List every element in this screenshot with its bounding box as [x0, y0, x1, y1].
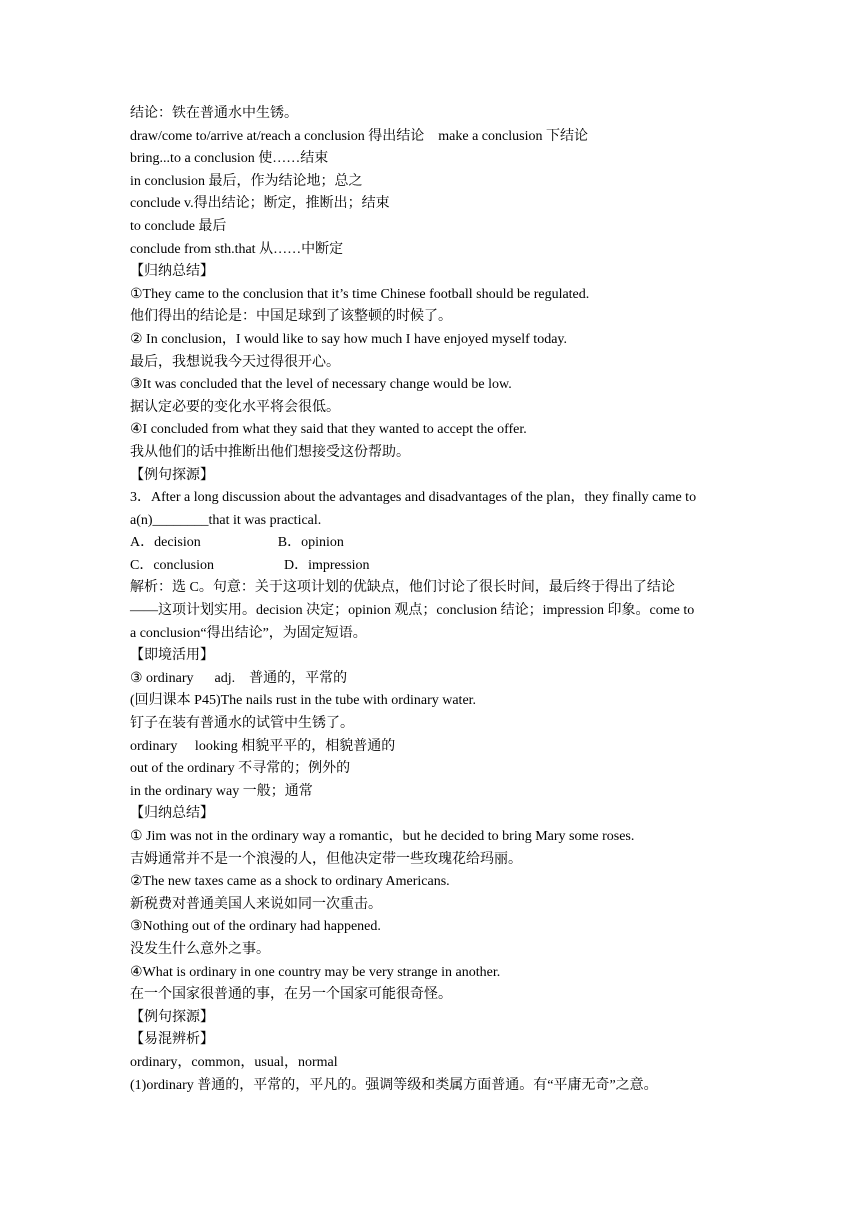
vocab-entry: ③ ordinary adj. 普通的，平常的 [130, 670, 348, 686]
section-heading: 【例句探源】 [130, 467, 214, 483]
example-sentence: ④I concluded from what they said that they wanted to accept the offer. [130, 422, 527, 438]
answer-options: C．conclusion D．impression [130, 557, 370, 573]
example-sentence: ③It was concluded that the level of necessary change would be low. [130, 377, 512, 393]
section-heading: 【归纳总结】 [130, 264, 214, 280]
example-translation: 我从他们的话中推断出他们想接受这份帮助。 [130, 444, 410, 460]
section-heading: 【例句探源】 [130, 1009, 214, 1025]
text-line: bring...to a conclusion 使……结束 [130, 151, 329, 167]
example-sentence: ② In conclusion，I would like to say how much I have enjoyed myself today. [130, 331, 567, 347]
question-stem: a(n)________that it was practical. [130, 512, 322, 528]
document-page [130, 103, 740, 1097]
text-line: 钉子在装有普通水的试管中生锈了。 [130, 716, 354, 732]
example-translation: 新税费对普通美国人来说如同一次重击。 [130, 896, 382, 912]
example-sentence: ②The new taxes came as a shock to ordinary Americans. [130, 874, 450, 890]
text-line: ordinary，common，usual，normal [130, 1054, 338, 1070]
example-translation: 吉姆通常并不是一个浪漫的人，但他决定带一些玫瑰花给玛丽。 [130, 851, 522, 867]
section-heading: 【即境活用】 [130, 648, 214, 664]
text-line: in conclusion 最后，作为结论地；总之 [130, 173, 363, 189]
example-sentence: ①They came to the conclusion that it’s time Chinese football should be regulated. [130, 286, 590, 302]
analysis-text: 解析：选 C。句意：关于这项计划的优缺点，他们讨论了很长时间，最后终于得出了结论 [130, 580, 675, 596]
analysis-text: ——这项计划实用。decision 决定；opinion 观点；conclusion 结论；impression 印象。come to [130, 603, 695, 619]
example-translation: 最后，我想说我今天过得很开心。 [130, 354, 340, 370]
answer-options: A．decision B．opinion [130, 535, 344, 551]
text-line: out of the ordinary 不寻常的；例外的 [130, 761, 351, 777]
example-translation: 在一个国家很普通的事，在另一个国家可能很奇怪。 [130, 987, 452, 1003]
example-sentence: ① Jim was not in the ordinary way a romantic，but he decided to bring Mary some roses. [130, 829, 635, 844]
text-line: (1)ordinary 普通的，平常的，平凡的。强调等级和类属方面普通。有“平庸无奇”之意。 [130, 1077, 658, 1093]
example-sentence: ③Nothing out of the ordinary had happened. [130, 919, 381, 935]
analysis-text: a conclusion“得出结论”，为固定短语。 [130, 625, 367, 641]
example-translation: 没发生什么意外之事。 [130, 941, 270, 957]
text-line: conclude v.得出结论；断定，推断出；结束 [130, 196, 390, 212]
text-line: draw/come to/arrive at/reach a conclusion 得出结论 make a conclusion 下结论 [130, 128, 588, 144]
example-translation: 他们得出的结论是：中国足球到了该整顿的时候了。 [130, 309, 452, 325]
text-line: ordinary looking 相貌平平的，相貌普通的 [130, 738, 396, 754]
text-line: conclude from sth.that 从……中断定 [130, 241, 344, 257]
question-stem: 3．After a long discussion about the advantages and disadvantages of the plan，they finally came to [130, 490, 697, 506]
text-line: to conclude 最后 [130, 218, 227, 234]
text-line: 结论：铁在普通水中生锈。 [130, 106, 298, 121]
section-heading: 【易混辨析】 [130, 1032, 214, 1048]
section-heading: 【归纳总结】 [130, 806, 214, 822]
example-translation: 据认定必要的变化水平将会很低。 [130, 399, 340, 415]
text-line: in the ordinary way 一般；通常 [130, 783, 313, 799]
text-line: (回归课本 P45)The nails rust in the tube with ordinary water. [130, 693, 477, 709]
example-sentence: ④What is ordinary in one country may be very strange in another. [130, 964, 501, 980]
